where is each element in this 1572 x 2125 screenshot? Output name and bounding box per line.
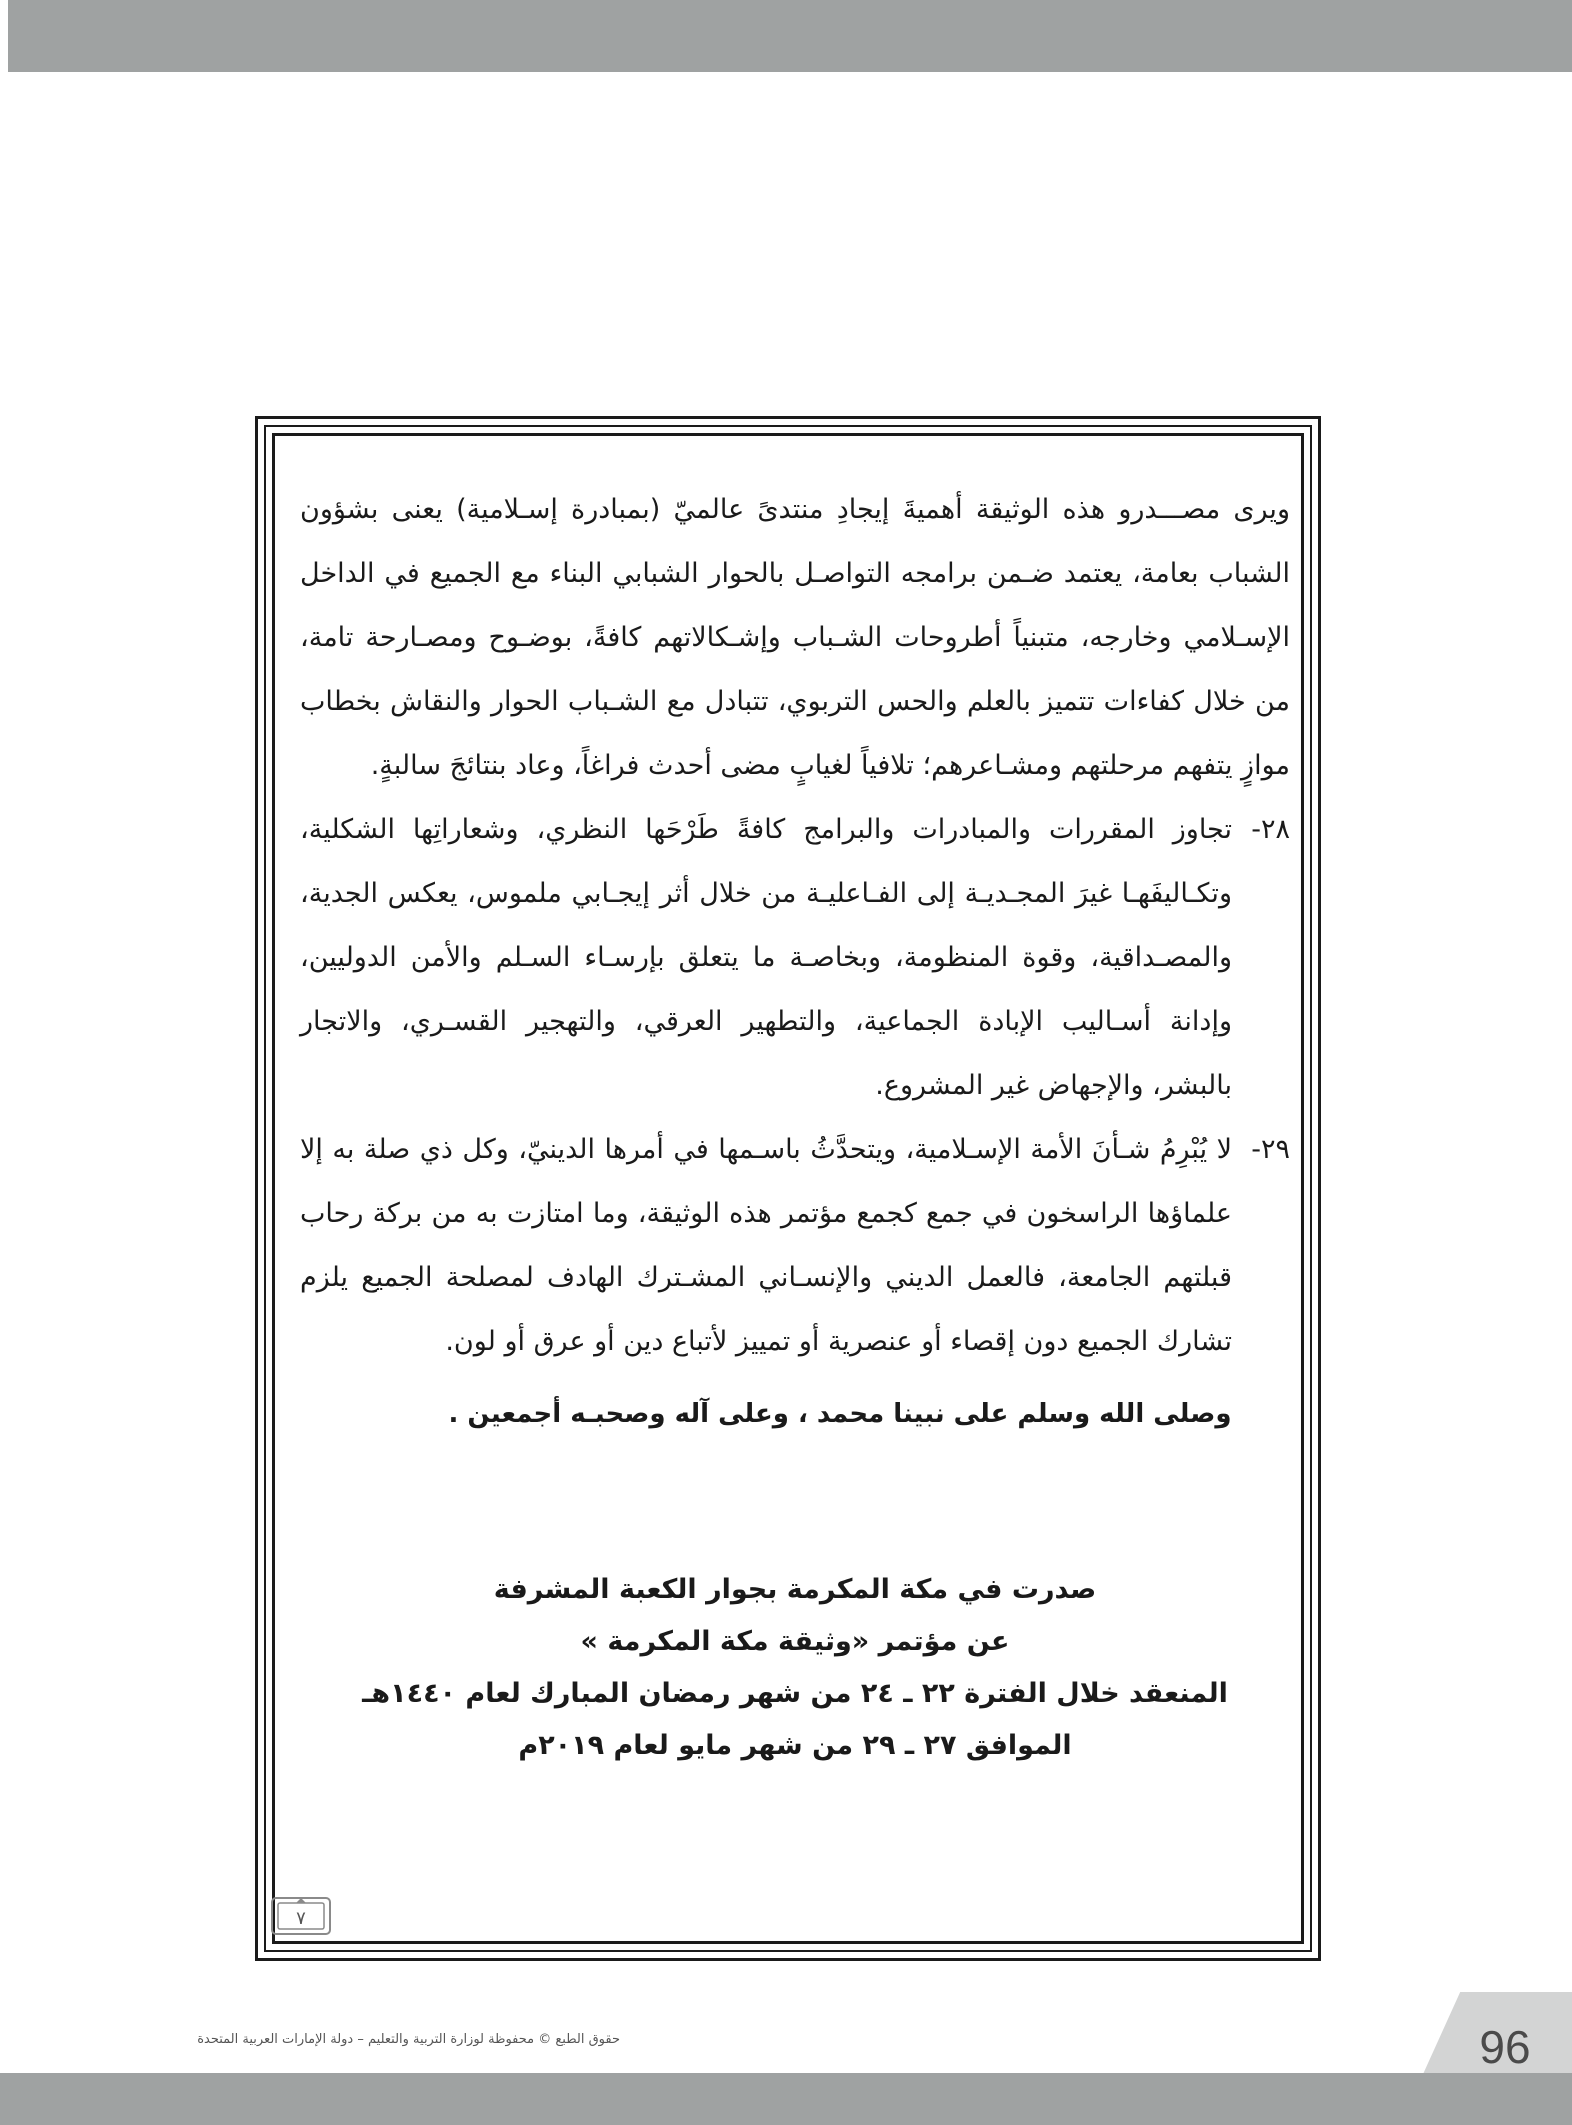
issued-line-hijri-date: المنعقد خلال الفترة ٢٢ ـ ٢٤ من شهر رمضان المبارك لعام ١٤٤٠هـ xyxy=(362,1678,1228,1709)
issued-line-location: صدرت في مكة المكرمة بجوار الكعبة المشرفة xyxy=(493,1574,1097,1605)
numbered-item-29 xyxy=(300,1118,1290,1374)
issued-line-conference: عن مؤتمر «وثيقة مكة المكرمة » xyxy=(580,1626,1010,1657)
item-number: ٢٨- xyxy=(1251,814,1290,845)
page-number: 96 xyxy=(1479,2021,1531,2073)
inner-page-number-badge xyxy=(270,1896,332,1936)
numbered-item-28 xyxy=(300,798,1290,1118)
item-text: لا يُبْرِمُ شـأنَ الأمة الإسـلامية، ويتحدَّثُ باسـمها في أمرها الدينيّ، وكل ذي صلة به إلا علماؤها الراسخون في جمع كجمع مؤتمر هذه الوثيقة، وما امتازت به من بركة رحاب قبلتهم الجامعة، فالعمل الديني والإنسـاني المشـترك الهادف لمصلحة الجميع يلزم تشارك الجميع دون إقصاء أو عنصرية أو تمييز لأتباع دين أو عرق أو لون. xyxy=(300,1134,1232,1357)
issuance-statement xyxy=(300,1564,1290,1772)
item-number: ٢٩- xyxy=(1251,1134,1290,1165)
top-header-bar xyxy=(8,0,1572,72)
inner-page-number: ٧ xyxy=(296,1908,306,1929)
issued-line-gregorian-date: الموافق ٢٧ ـ ٢٩ من شهر مايو لعام ٢٠١٩م xyxy=(518,1730,1072,1761)
intro-paragraph: ويرى مصـــدرو هذه الوثيقة أهميةَ إيجادِ منتدىً عالميّ (بمبادرة إسـلامية) يعنى بشؤون الشباب بعامة، يعتمد ضـمن برامجه التواصـل بالحوار الشبابي البناء مع الجميع في الداخل الإسـلامي وخارجه، متبنياً أطروحات الشـباب وإشـكالاتهم كافةً، بوضـوح ومصـارحة تامة، من خلال كفاءات تتميز بالعلم والحس التربوي، تتبادل مع الشـباب الحوار والنقاش بخطاب موازٍ يتفهم مرحلتهم ومشـاعرهم؛ تلافياً لغيابٍ مضى أحدث فراغاً، وعاد بنتائجَ سالبةٍ. xyxy=(300,494,1290,781)
document-body xyxy=(300,478,1290,1772)
closing-blessing: وصلى الله وسلم على نبينا محمد ، وعلى آله وصحبـه أجمعين . xyxy=(448,1399,1232,1429)
item-text: تجاوز المقررات والمبادرات والبرامج كافةً طَرْحَها النظري، وشعاراتِها الشكلية، وتكـاليفَهـا غيرَ المجـديـة إلى الفـاعليـة من خلال أثر إيجـابي ملموس، يعكس الجدية، والمصـداقية، وقوة المنظومة، وبخاصـة ما يتعلق بإرسـاء السـلم والأمن الدوليين، وإدانة أسـاليب الإبادة الجماعية، والتطهير العرقي، والتهجير القسـري، والاتجار بالبشر، والإجهاض غير المشروع. xyxy=(300,814,1232,1101)
bottom-footer-bar xyxy=(0,2073,1572,2125)
copyright-notice: حقوق الطبع © محفوظة لوزارة التربية والتعليم – دولة الإمارات العربية المتحدة xyxy=(197,2032,620,2047)
